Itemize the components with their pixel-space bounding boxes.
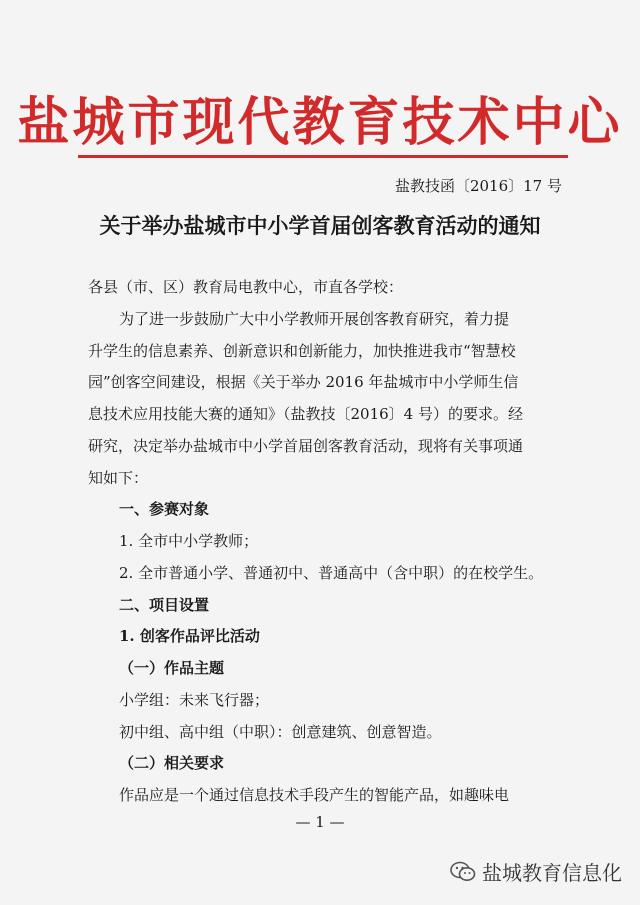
list-item: 1. 全市中小学教师；: [119, 532, 259, 550]
requirements-line: 作品应是一个通过信息技术手段产生的智能产品，如趣味电: [119, 786, 510, 804]
wechat-watermark: [450, 857, 622, 886]
subsection-heading: 1. 创客作品评比活动: [119, 627, 260, 646]
paragraph-line: 息技术应用技能大赛的通知》（盐教技〔2016〕4 号）的要求。经: [88, 405, 523, 423]
paragraph-line: 升学生的信息素养、创新意识和创新能力，加快推进我市“智慧校: [88, 341, 516, 360]
document-number: 盐教技函〔2016〕17 号: [394, 177, 562, 195]
paragraph-line: 研究，决定举办盐城市中小学首届创客教育活动，现将有关事项通: [88, 436, 524, 455]
part-heading-theme: （一）作品主题: [119, 659, 225, 677]
theme-line: 初中组、高中组（中职）：创意建筑、创意智造。: [119, 722, 442, 741]
paragraph-line: 为了进一步鼓励广大中小学教师开展创客教育研究，着力提: [119, 309, 510, 328]
watermark-text: 盐城教育信息化: [482, 861, 622, 885]
header-red-rule: [78, 155, 568, 158]
paragraph-line: 园”创客空间建设，根据《关于举办 2016 年盐城市中小学师生信: [88, 373, 519, 392]
list-item: 2. 全市普通小学、普通初中、普通高中（含中职）的在校学生。: [119, 563, 544, 582]
page-number: — 1 —: [295, 813, 345, 831]
document-body: [88, 276, 558, 816]
org-title: 盐城市现代教育技术中心: [17, 92, 623, 153]
salutation: 各县（市、区）教育局电教中心，市直各学校：: [88, 278, 404, 296]
paragraph-line: 知如下：: [88, 468, 149, 487]
section-heading-participants: 一、参赛对象: [119, 500, 210, 519]
notice-title: 关于举办盐城市中小学首届创客教育活动的通知: [99, 213, 541, 238]
part-heading-requirements: （二）相关要求: [119, 754, 225, 773]
wechat-icon: [450, 861, 476, 883]
section-heading-projects: 二、项目设置: [119, 595, 210, 614]
theme-line: 小学组：未来飞行器；: [119, 690, 270, 709]
